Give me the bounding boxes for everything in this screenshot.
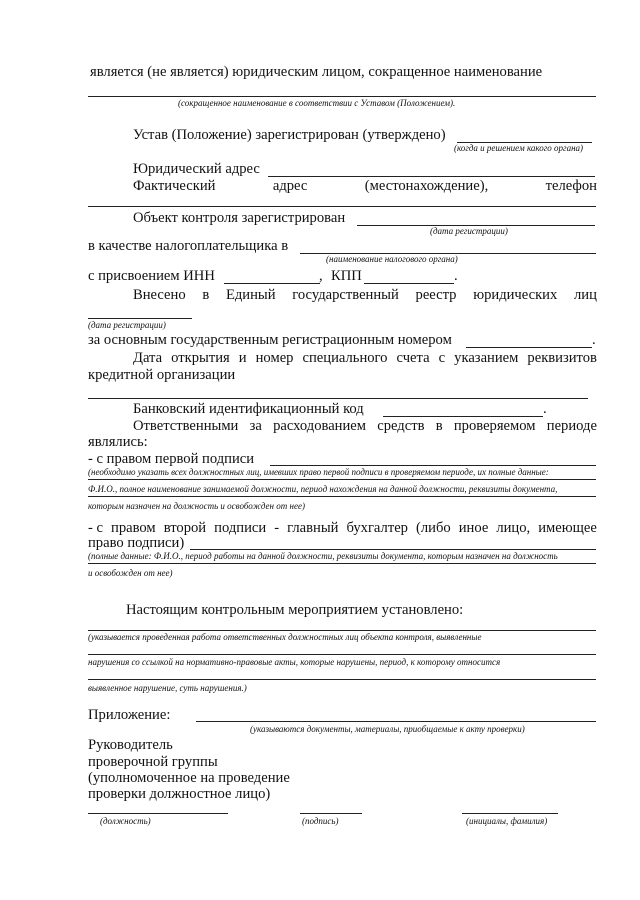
word: бухгалтер (346, 520, 408, 536)
reg-number-label: за основным государственным регистрационным номером (88, 332, 452, 348)
word: юридических (473, 287, 558, 303)
word: правом (111, 520, 156, 536)
kpp-label: КПП (331, 268, 362, 284)
word: специального (302, 350, 388, 366)
established-hint-1: (указывается проведенная работа ответственных должностных лиц объекта контроля, выявленные (88, 632, 482, 642)
attachment-label: Приложение: (88, 707, 171, 723)
registered-label: Объект контроля зарегистрирован (133, 210, 346, 226)
word: подписи (214, 520, 267, 536)
word: реквизитов (527, 350, 597, 366)
kpp-underline (364, 283, 454, 284)
inn-comma: , (319, 268, 323, 284)
first-signature-underline (270, 465, 596, 466)
word: открытия (171, 350, 230, 366)
word: расходованием (273, 418, 367, 434)
head-line-3: (уполномоченное на проведение (88, 770, 290, 786)
bik-period: . (543, 401, 547, 417)
word: в (435, 418, 443, 434)
account-line-1 (133, 350, 597, 367)
signature-caption: (подпись) (302, 816, 339, 826)
word: проверяемом (453, 418, 536, 434)
word: периоде (546, 418, 597, 434)
word: реестр (415, 287, 457, 303)
established-hint-2: нарушения со ссылкой на нормативно-правовые акты, которые нарушены, период, к которому относится (88, 657, 501, 667)
short-name-underline (88, 96, 596, 97)
word: за (249, 418, 262, 434)
word: с (438, 350, 446, 366)
word: телефон (545, 178, 597, 194)
legal-address-underline (268, 176, 595, 177)
kpp-period: . (454, 268, 458, 284)
word: государственный (292, 287, 399, 303)
attachment-hint: (указываются документы, материалы, приобщаемые к акту проверки) (250, 724, 525, 734)
word: счета (396, 350, 430, 366)
established-underline-1 (88, 630, 596, 631)
word: в (202, 287, 210, 303)
second-signature-underline (190, 549, 596, 550)
first-signature-hint-2: Ф.И.О., полное наименование занимаемой должности, период нахождения на данной должности, реквизиты документа, (88, 484, 558, 494)
reg-number-underline (466, 347, 592, 348)
word: - (274, 520, 280, 536)
first-signature-hint-3: которым назначен на должность и освобожден от нее) (88, 501, 305, 511)
charter-hint: (когда и решением какого органа) (454, 143, 584, 153)
reg-number-period: . (592, 332, 596, 348)
short-name-hint: (сокращенное наименование в соответствии с Уставом (Положением). (178, 98, 456, 108)
responsible-line-2: являлись: (88, 434, 148, 450)
bik-label: Банковский идентификационный код (133, 401, 364, 417)
head-line-1: Руководитель (88, 737, 173, 753)
head-line-4: проверки должностное лицо) (88, 786, 271, 802)
inn-underline (224, 283, 320, 284)
first-hint-underline-1 (88, 479, 596, 480)
name-caption: (инициалы, фамилия) (466, 816, 548, 826)
head-line-2: проверочной группы (88, 754, 218, 770)
charter-label: Устав (Положение) зарегистрирован (утверждено) (133, 127, 446, 143)
word: иное (458, 520, 489, 536)
established-hint-3: выявленное нарушение, суть нарушения.) (88, 683, 247, 693)
established-heading: Настоящим контрольным мероприятием установлено: (126, 602, 464, 618)
word: Ответственными (133, 418, 239, 434)
registered-hint: (дата регистрации) (430, 226, 508, 236)
inn-label: с присвоением ИНН (88, 268, 215, 284)
legal-entity-line: является (не является) юридическим лицом, сокращенное наименование (90, 64, 543, 80)
word: адрес (272, 178, 308, 194)
signature-underline (300, 813, 362, 814)
position-caption: (должность) (100, 816, 151, 826)
word: (либо (416, 520, 451, 536)
word: Единый (225, 287, 276, 303)
egrul-line (133, 287, 597, 304)
word: - с (88, 520, 103, 536)
first-hint-underline-2 (88, 496, 596, 497)
word: имеющее (538, 520, 597, 536)
taxpayer-hint: (наименование налогового органа) (326, 254, 458, 264)
second-signature-line-2: право подписи) (88, 535, 185, 551)
attachment-underline (196, 721, 596, 722)
established-underline-3 (88, 679, 596, 680)
position-underline (88, 813, 228, 814)
first-signature-hint-1: (необходимо указать всех должностных лиц, имевших право первой подписи в проверяемом периоде, их полные данные: (88, 467, 549, 477)
account-line-2: кредитной организации (88, 367, 236, 383)
second-hint-underline (88, 563, 596, 564)
second-signature-hint-1: (полные данные: Ф.И.О., период работы на данной должности, реквизиты документа, которым назначен на должность (88, 551, 558, 561)
egrul-hint: (дата регистрации) (88, 320, 166, 330)
word: Дата (133, 350, 163, 366)
word: второй (163, 520, 207, 536)
bik-underline (383, 416, 543, 417)
egrul-underline (88, 318, 192, 319)
account-underline (88, 398, 588, 399)
taxpayer-label: в качестве налогоплательщика в (88, 238, 289, 254)
word: указанием (454, 350, 519, 366)
word: лицо, (496, 520, 531, 536)
actual-address-underline (88, 206, 596, 207)
responsible-line-1 (133, 418, 597, 435)
word: и (238, 350, 247, 366)
word: Внесено (133, 287, 186, 303)
second-signature-hint-2: и освобожден от нее) (88, 568, 173, 578)
word: лиц (574, 287, 597, 303)
name-underline (462, 813, 558, 814)
word: средств (377, 418, 425, 434)
actual-address-line (133, 178, 597, 195)
established-underline-2 (88, 654, 596, 655)
word: Фактический (133, 178, 216, 194)
word: главный (287, 520, 339, 536)
word: (местонахождение), (364, 178, 489, 194)
legal-address-label: Юридический адрес (133, 161, 260, 177)
first-signature-label: - с правом первой подписи (88, 451, 255, 467)
word: номер (255, 350, 294, 366)
